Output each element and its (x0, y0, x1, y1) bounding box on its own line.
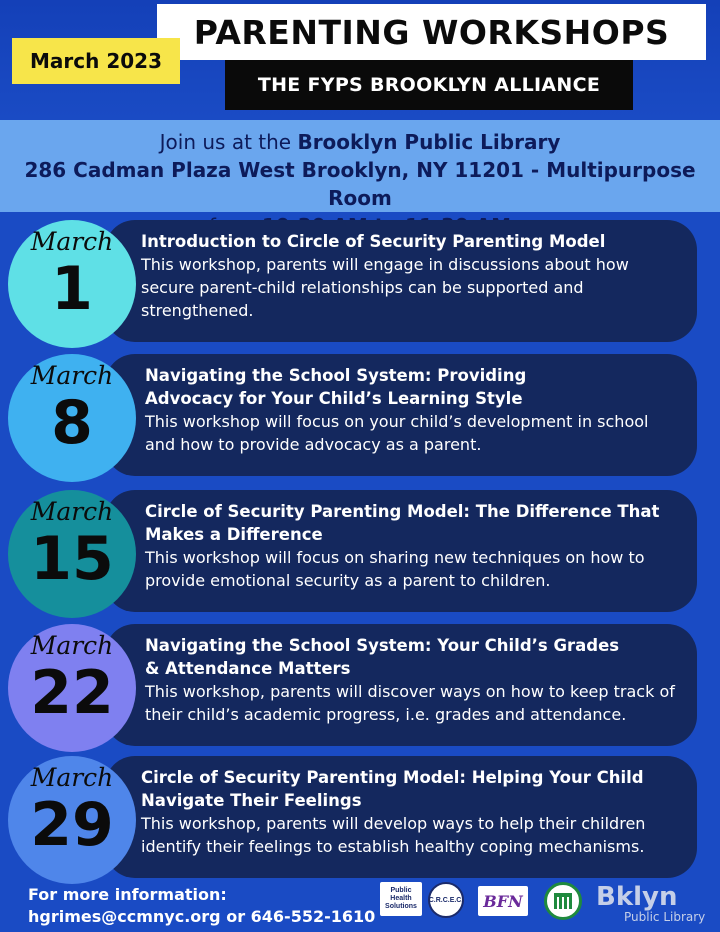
event-month: March (30, 361, 114, 390)
event-item (0, 354, 720, 476)
event-title: Navigating the School System: Providing Advocacy for Your Child’s Learning Style (145, 366, 527, 408)
library-building-icon (544, 882, 582, 920)
bklyn-logo-main: Bklyn (596, 882, 678, 912)
event-day: 8 (51, 388, 93, 458)
event-description: This workshop will focus on sharing new techniques on how to provide emotional security as a parent to children. (145, 548, 645, 590)
event-title: Circle of Security Parenting Model: Helping Your Child Navigate Their Feelings (141, 768, 644, 810)
event-card (105, 220, 697, 342)
event-description: This workshop, parents will discover ways on how to keep track of their child’s academic progress, i.e. grades and attendance. (145, 682, 675, 724)
event-item (0, 490, 720, 612)
pillars-icon (554, 893, 572, 909)
info-label: For more information: (28, 885, 227, 904)
event-card (105, 756, 697, 878)
bklyn-library-logo (596, 882, 706, 926)
event-title: Circle of Security Parenting Model: The Difference That Makes a Difference (145, 502, 660, 544)
venue-address: 286 Cadman Plaza West Brooklyn, NY 11201 - Multipurpose Room (24, 158, 696, 210)
event-card (105, 354, 697, 476)
event-description: This workshop, parents will engage in discussions about how secure parent-child relationships can be supported and strengthened. (141, 255, 629, 320)
public-health-solutions-logo: Public Health Solutions (380, 882, 422, 916)
event-item (0, 624, 720, 746)
event-month: March (30, 763, 114, 792)
venue-prefix: Join us at the (159, 130, 298, 154)
event-day: 1 (51, 254, 93, 324)
date-badge: March 2023 (12, 38, 180, 84)
bfn-logo: BFN (478, 886, 528, 916)
date-circle (8, 490, 136, 618)
event-month: March (30, 227, 114, 256)
event-description: This workshop will focus on your child’s development in school and how to provide advocacy as a parent. (145, 412, 649, 454)
event-item (0, 220, 720, 342)
date-circle (8, 624, 136, 752)
venue-info (0, 120, 720, 212)
event-title: Navigating the School System: Your Child’s Grades & Attendance Matters (145, 636, 620, 678)
event-card (105, 624, 697, 746)
event-description: This workshop, parents will develop ways to help their children identify their feelings to establish healthy coping mechanisms. (141, 814, 646, 856)
event-day: 15 (30, 524, 114, 594)
date-circle (8, 354, 136, 482)
contact-details: hgrimes@ccmnyc.org or 646-552-1610 (28, 907, 376, 926)
venue-name: Brooklyn Public Library (297, 130, 561, 154)
event-month: March (30, 631, 114, 660)
event-card (105, 490, 697, 612)
event-item (0, 756, 720, 878)
crcec-seal-logo: C.R.C.E.C. (428, 882, 464, 918)
date-circle (8, 756, 136, 884)
page-title: PARENTING WORKSHOPS (157, 4, 706, 60)
event-day: 22 (30, 658, 114, 728)
event-month: March (30, 497, 114, 526)
event-title: Introduction to Circle of Security Parenting Model (141, 232, 606, 251)
organizer-banner: THE FYPS BROOKLYN ALLIANCE (225, 60, 633, 110)
contact-info (28, 884, 375, 928)
event-day: 29 (30, 790, 114, 860)
bklyn-logo-sub: Public Library (624, 910, 706, 924)
date-circle (8, 220, 136, 348)
venue-line-1 (0, 128, 720, 156)
